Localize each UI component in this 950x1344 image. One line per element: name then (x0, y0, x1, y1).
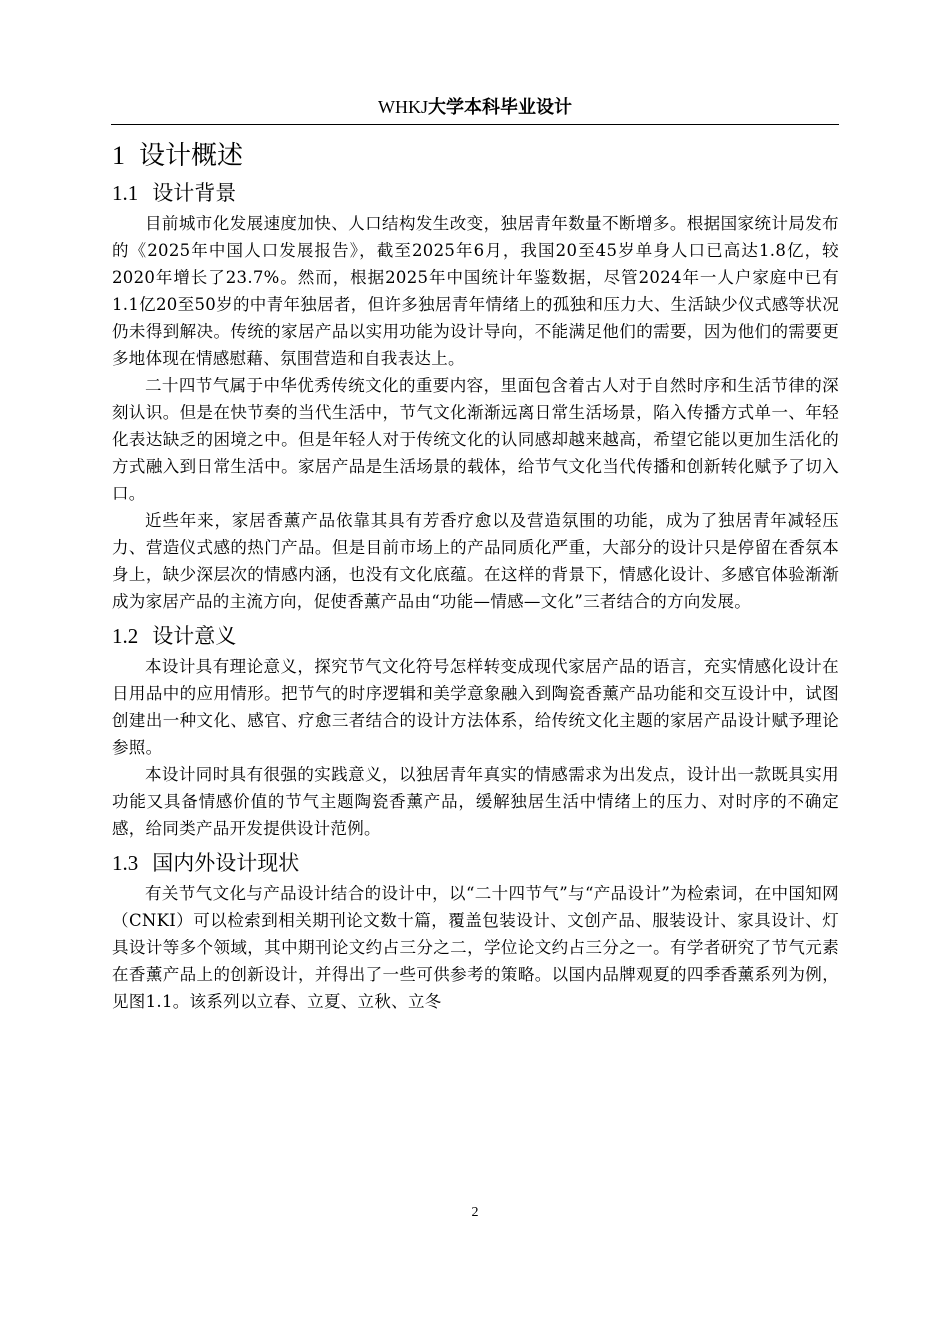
section-heading-1-1 (112, 176, 839, 210)
page-number: 2 (471, 1205, 479, 1220)
section-number: 1.1 (112, 181, 139, 205)
paragraph: 本设计同时具有很强的实践意义，以独居青年真实的情感需求为出发点，设计出一款既具实用功能又具备情感价值的节气主题陶瓷香薰产品，缓解独居生活中情绪上的压力、对时序的不确定感，给同类产品开发提供设计范例。 (112, 765, 839, 838)
header-rule (111, 124, 839, 125)
header-latin: WHKJ (378, 97, 428, 117)
chapter-heading (112, 136, 839, 176)
section-heading-1-3 (112, 846, 839, 880)
paragraph: 有关节气文化与产品设计结合的设计中，以“二十四节气”与“产品设计”为检索词，在中国知网（CNKI）可以检索到相关期刊论文数十篇，覆盖包装设计、文创产品、服装设计、家具设计、灯具设计等多个领域，其中期刊论文约占三分之二，学位论文约占三分之一。有学者研究了节气元素在香薰产品上的创新设计，并得出了一些可供参考的策略。以国内品牌观夏的四季香薰系列为例，见图1.1。该系列以立春、立夏、立秋、立冬 (112, 884, 839, 1011)
section-title: 设计意义 (152, 624, 237, 648)
section-heading-1-2 (112, 619, 839, 653)
body-content (112, 136, 839, 1015)
paragraph: 本设计具有理论意义，探究节气文化符号怎样转变成现代家居产品的语言，充实情感化设计在日用品中的应用情形。把节气的时序逻辑和美学意象融入到陶瓷香薰产品功能和交互设计中，试图创建出一种文化、感官、疗愈三者结合的设计方法体系，给传统文化主题的家居产品设计赋予理论参照。 (112, 657, 839, 757)
section-number: 1.2 (112, 624, 139, 648)
paragraph: 近些年来，家居香薰产品依靠其具有芳香疗愈以及营造氛围的功能，成为了独居青年减轻压力、营造仪式感的热门产品。但是目前市场上的产品同质化严重，大部分的设计只是停留在香氛本身上，缺少深层次的情感内涵，也没有文化底蕴。在这样的背景下，情感化设计、多感官体验渐渐成为家居产品的主流方向，促使香薰产品由“功能—情感—文化”三者结合的方向发展。 (112, 511, 839, 611)
running-header (111, 92, 839, 122)
section-title: 国内外设计现状 (152, 851, 300, 875)
section-number: 1.3 (112, 851, 139, 875)
chapter-title: 设计概述 (139, 141, 244, 171)
section-title: 设计背景 (152, 181, 237, 205)
chapter-number: 1 (112, 141, 125, 170)
paragraph: 二十四节气属于中华优秀传统文化的重要内容，里面包含着古人对于自然时序和生活节律的深刻认识。但是在快节奏的当代生活中，节气文化渐渐远离日常生活场景，陷入传播方式单一、年轻化表达缺乏的困境之中。但是年轻人对于传统文化的认同感却越来越高，希望它能以更加生活化的方式融入到日常生活中。家居产品是生活场景的载体，给节气文化当代传播和创新转化赋予了切入口。 (112, 376, 839, 503)
header-title: 大学本科毕业设计 (428, 97, 572, 118)
paragraph: 目前城市化发展速度加快、人口结构发生改变，独居青年数量不断增多。根据国家统计局发布的《2025年中国人口发展报告》，截至2025年6月，我国20至45岁单身人口已高达1.8亿，较2020年增长了23.7%。然而，根据2025年中国统计年鉴数据，尽管2024年一人户家庭中已有1.1亿20至50岁的中青年独居者，但许多独居青年情绪上的孤独和压力大、生活缺少仪式感等状况仍未得到解决。传统的家居产品以实用功能为设计导向，不能满足他们的需要，因为他们的需要更多地体现在情感慰藉、氛围营造和自我表达上。 (112, 214, 839, 368)
